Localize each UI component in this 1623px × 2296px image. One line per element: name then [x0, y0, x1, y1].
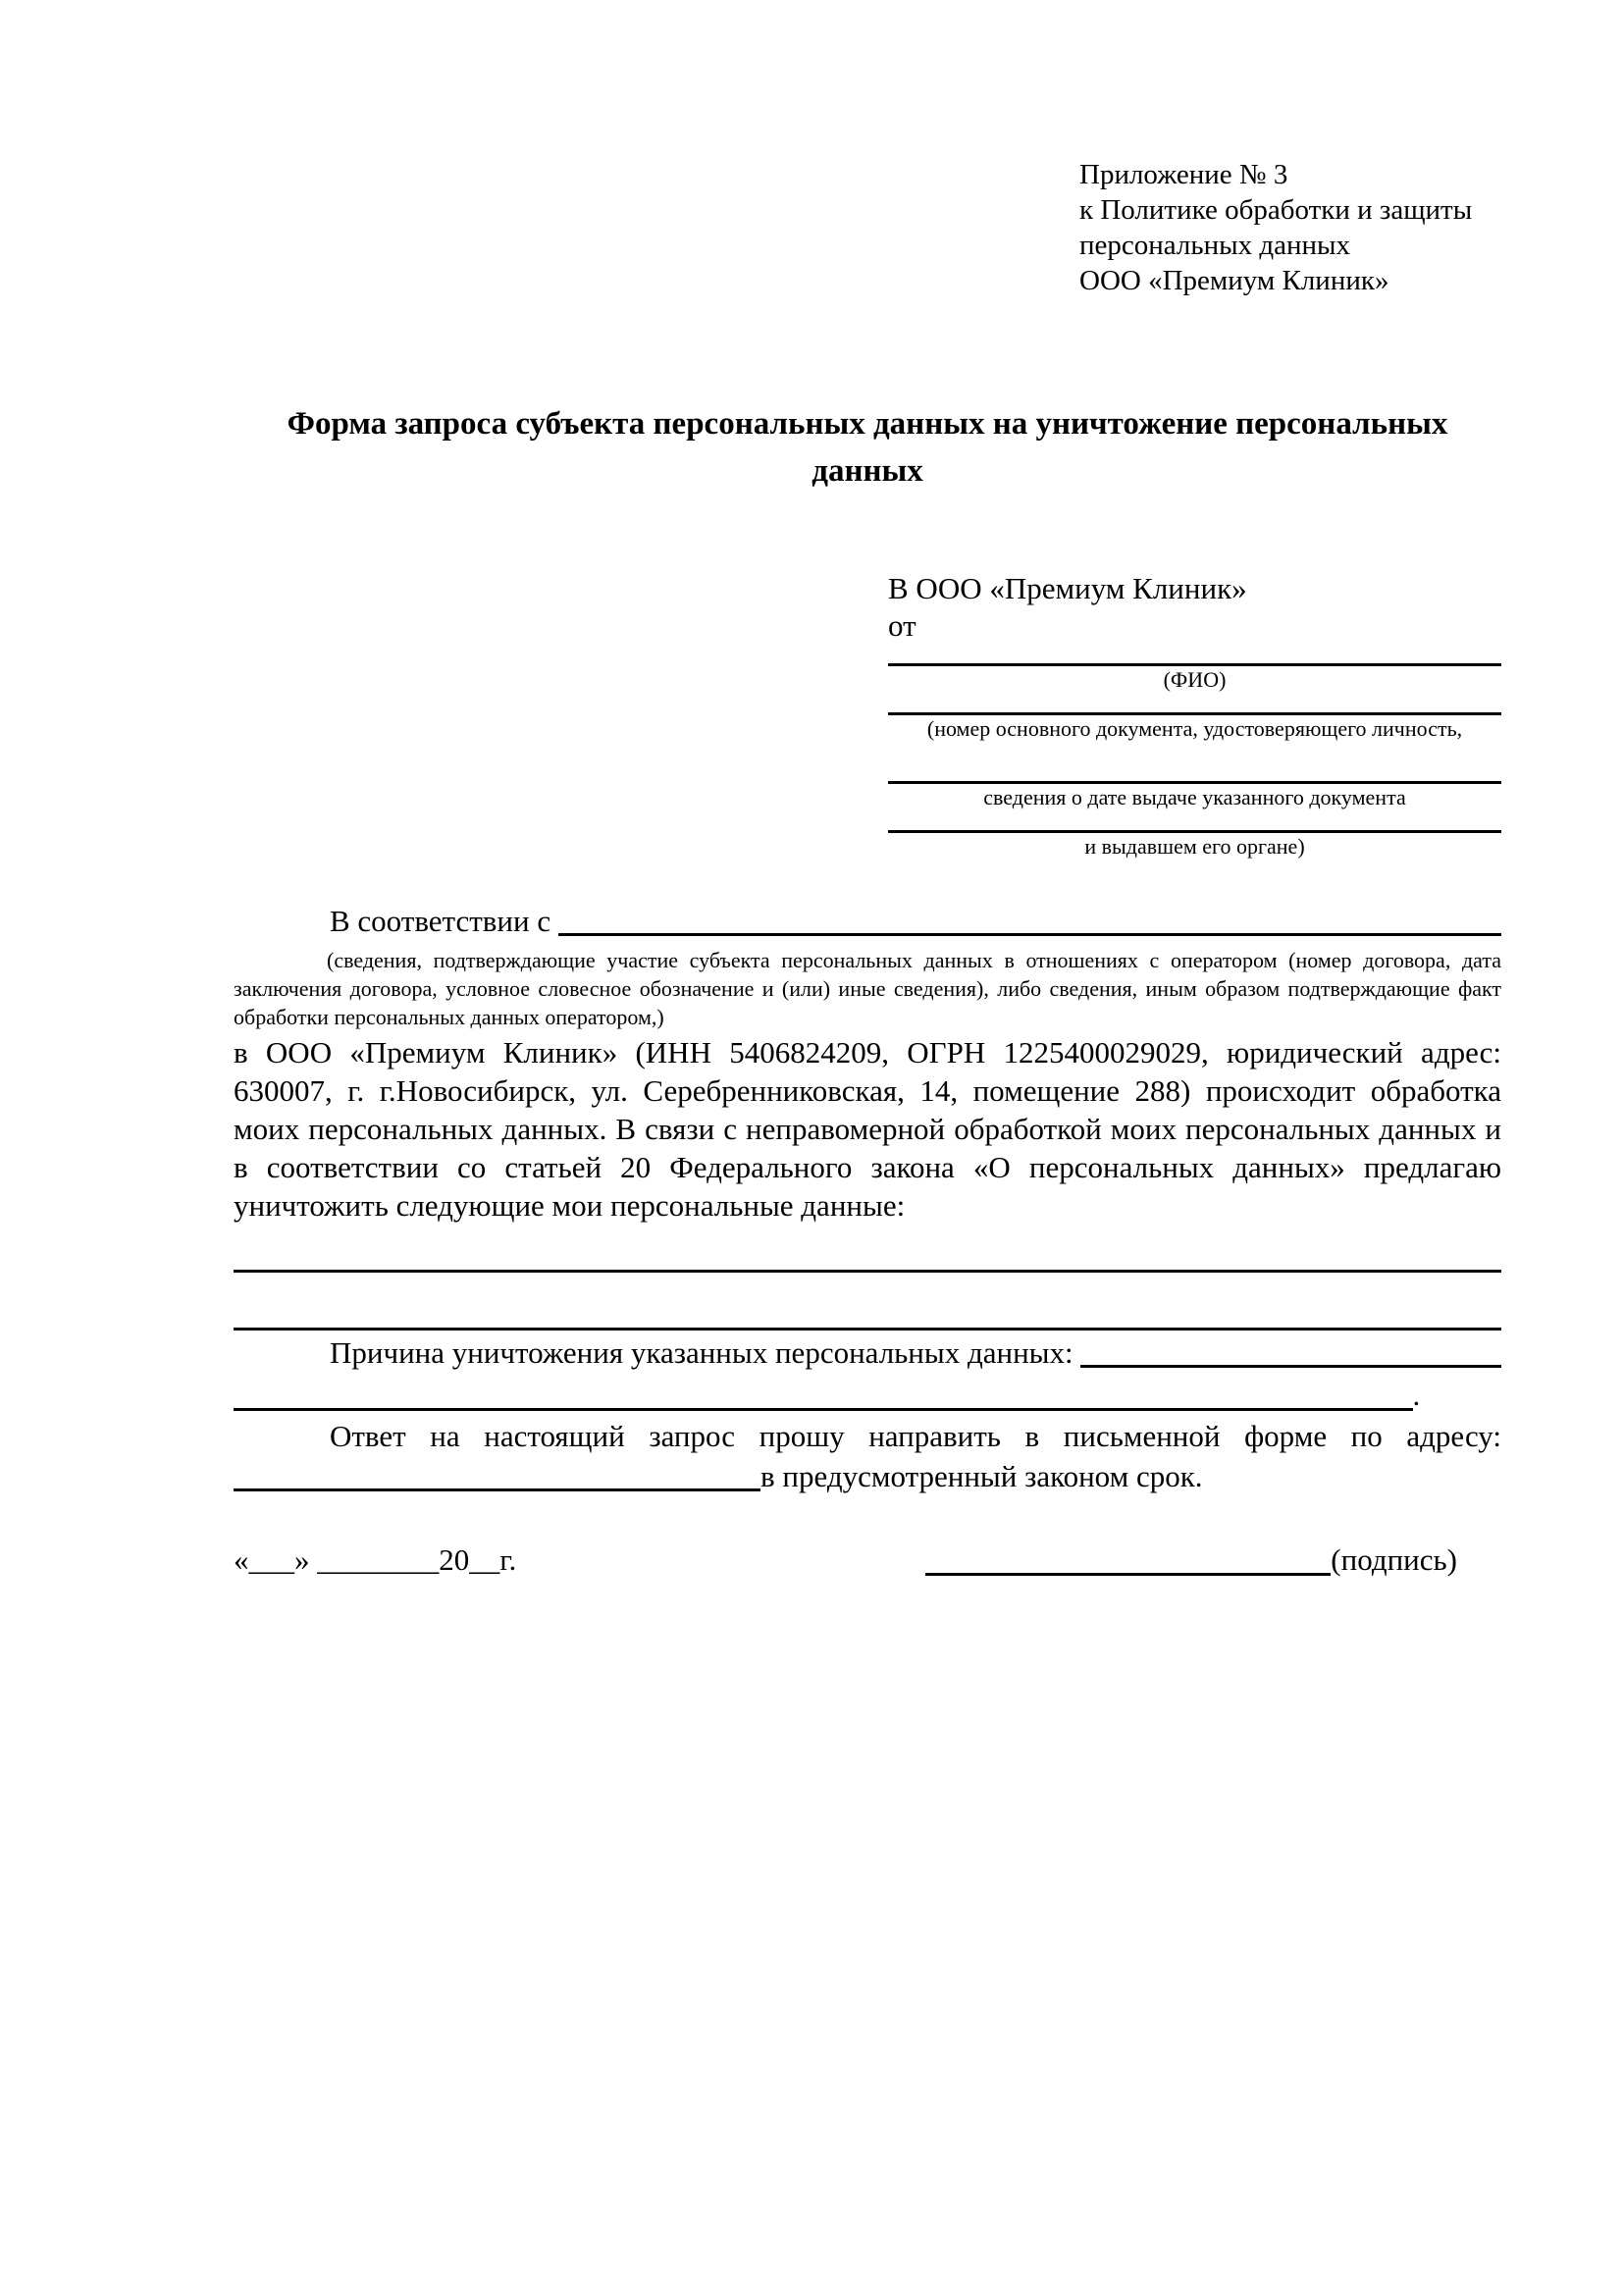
- answer-tail-text: в предусмотренный законом срок.: [760, 1459, 1203, 1493]
- reason-continuation-field-line[interactable]: [234, 1375, 1413, 1411]
- doc-number-field-line[interactable]: [888, 693, 1501, 715]
- reason-period: .: [1412, 1378, 1421, 1412]
- signature-group: [925, 1539, 1457, 1582]
- reason-label: Причина уничтожения указанных персональных данных:: [330, 1335, 1081, 1370]
- appendix-line-3: персональных данных: [1079, 230, 1351, 261]
- reason-row: [234, 1332, 1501, 1374]
- reason-field-line[interactable]: [1080, 1335, 1501, 1368]
- doc-number-caption: (номер основного документа, удостоверяющего личность,: [926, 716, 1463, 741]
- appendix-line-1: Приложение № 3: [1079, 159, 1288, 190]
- signature-field-line[interactable]: [925, 1539, 1331, 1576]
- answer-tail-row: [234, 1456, 1501, 1497]
- appendix-line-2: к Политике обработки и защиты: [1079, 194, 1473, 226]
- reason-continuation-row: [234, 1374, 1501, 1417]
- addressee-block: [888, 569, 1501, 860]
- answer-request-line: Ответ на настоящий запрос прошу направить в письменной форме по адресу:: [330, 1419, 1501, 1453]
- doc-issuer-field-line[interactable]: [888, 810, 1501, 833]
- form-title: Форма запроса субъекта персональных данных на уничтожение персональных данных: [287, 406, 1448, 489]
- signature-caption: (подпись): [1331, 1542, 1457, 1577]
- personal-data-field-line-2[interactable]: [234, 1273, 1501, 1331]
- main-paragraph: в ООО «Премиум Клиник» (ИНН 5406824209, ОГРН 1225400029029, юридический адрес: 630007, г. г.Новосибирск, ул. Серебренниковская, 14, помещение 288) происходит обработка моих персональных данных. В связи с неправомерной обработкой моих персональных данных и в соответствии со статьей 20 Федерального закона «О персональных данных» предлагаю уничтожить следующие мои персональные данные:: [234, 1035, 1501, 1223]
- doc-issuer-caption: и выдавшем его органе): [1084, 834, 1305, 859]
- accordance-field-line[interactable]: [558, 904, 1501, 936]
- footer-row: [234, 1539, 1501, 1582]
- fio-caption: (ФИО): [1163, 667, 1227, 692]
- addressee-to: В ООО «Премиум Клиник»: [888, 571, 1247, 605]
- personal-data-field-line-1[interactable]: [234, 1225, 1501, 1273]
- date-blank[interactable]: «___» ________20__г.: [234, 1542, 517, 1577]
- addressee-from-label: от: [888, 608, 916, 643]
- doc-date-field-line[interactable]: [888, 742, 1501, 784]
- appendix-header: [1079, 157, 1501, 298]
- accordance-label: В соответствии с: [330, 904, 558, 938]
- appendix-line-4: ООО «Премиум Клиник»: [1079, 265, 1389, 296]
- accordance-note: (сведения, подтверждающие участие субъекта персональных данных в отношениях с оператором (номер договора, дата заключения договора, условное словесное обозначение и (или) иные сведения), либо сведения, иным образом подтверждающие факт обработки персональных данных оператором,): [234, 948, 1501, 1029]
- address-field-line[interactable]: [234, 1457, 760, 1491]
- accordance-row: [234, 901, 1501, 942]
- fio-field-line[interactable]: [888, 644, 1501, 666]
- doc-date-caption: сведения о дате выдаче указанного документа: [983, 785, 1406, 809]
